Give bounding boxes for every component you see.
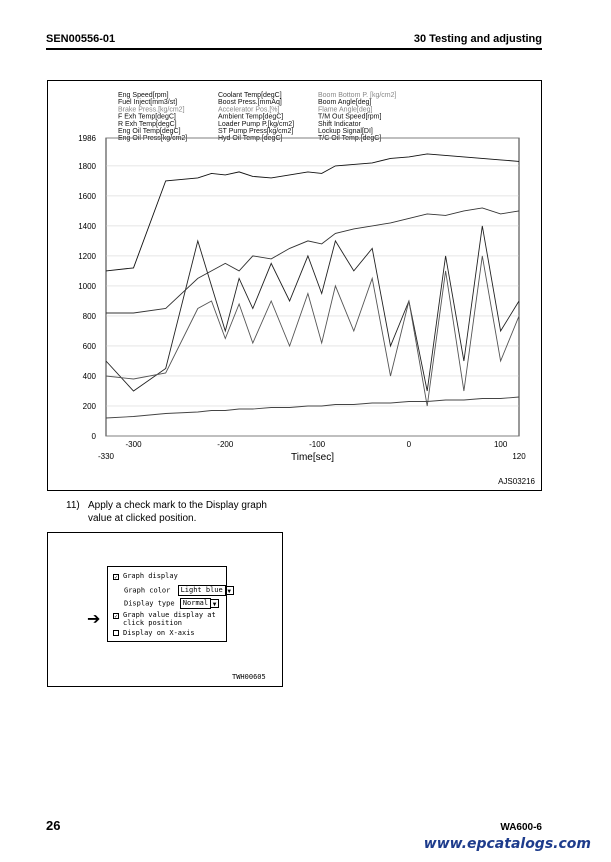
y-tick-label: 1986 [78,134,96,143]
x-tick-label: -300 [125,440,142,449]
y-tick-label: 200 [82,401,96,411]
value-display-label-line2: click position [123,619,183,627]
graph-display-dialog [107,566,232,642]
step-text-line2: value at clicked position. [88,513,197,524]
legend-entry: T/M Out Speed[rpm] [318,113,382,121]
value-display-checkbox[interactable]: ✓ [114,613,118,620]
x-tick-label: 0 [406,440,412,449]
document-code: SEN00556-01 [46,33,116,45]
right-arrow-icon: ➔ [87,611,101,628]
chevron-down-icon[interactable]: ▼ [211,599,219,608]
display-on-x-axis-option[interactable] [113,629,195,637]
y-tick-label: 1000 [78,281,96,291]
display-on-x-axis-label: Display on X-axis [123,629,195,637]
legend-entry: Shift Indicator [318,120,361,128]
legend-entry: Accelerator Pos.[%] [218,106,280,114]
y-tick-label: 0 [91,432,96,441]
watermark: www.epcatalogs.com [423,836,591,852]
y-tick-label: 1400 [78,221,96,231]
value-display-label-line1: Graph value display at [123,611,216,619]
y-tick-label: 400 [82,371,96,381]
legend-entry: T/C Oil Temp.[degC] [318,135,382,143]
graph-display-label: Graph display [123,572,178,580]
graph-display-option[interactable] [113,572,178,580]
display-type-row [124,598,219,609]
legend-entry: Brake Press.[kg/cm2] [118,106,185,114]
legend-entry: Eng Speed[rpm] [118,92,169,99]
legend-entry: Boom Bottom P. [kg/cm2] [318,92,397,99]
legend-entry: Ambient Temp[degC] [218,113,284,121]
section-title: 30 Testing and adjusting [413,33,542,45]
y-tick-label: 600 [82,341,96,351]
display-type-select[interactable]: Normal [180,598,211,609]
chart-grid [106,138,519,436]
plot-area-border [106,138,519,436]
legend-entry: Fuel Inject[mm3/st] [118,99,178,107]
dialog-figure-code: TWH00605 [232,673,266,681]
legend-entry: Boost Press.[mmAq] [218,99,282,107]
legend-entry: Lockup Signal[DI] [318,128,373,135]
graph-figure [47,80,542,491]
x-tick-label: 100 [493,440,508,449]
display-type-label: Display type [124,599,175,608]
x-range-start-label: -330 [97,452,115,461]
graph-color-label: Graph color [124,586,171,595]
legend-entry: Hyd Oil Temp.[degC] [218,135,283,143]
x-range-end-label: 120 [512,452,526,461]
value-display-option[interactable] [113,611,216,619]
x-tick-label: -200 [217,440,234,449]
model-name: WA600-6 [500,822,542,833]
y-tick-label: 1200 [78,251,96,261]
y-tick-label: 800 [82,311,96,321]
chevron-down-icon[interactable]: ▼ [226,586,234,595]
graph-color-select[interactable]: Light blue [178,585,226,596]
step-text-line1: Apply a check mark to the Display graph [88,500,267,511]
page-number: 26 [46,818,61,833]
chart-axes [78,134,535,486]
series-line [106,397,519,418]
legend-entry: Eng Oil Press[kg/cm2] [118,135,188,143]
legend-entry: Coolant Temp[degC] [218,92,282,99]
instruction-step [66,499,296,525]
step-number: 11) [66,500,80,511]
graph-display-checkbox[interactable]: ✓ [114,574,118,581]
y-tick-label: 1800 [78,161,96,171]
legend [118,92,397,142]
series-line [106,256,519,406]
legend-entry: Boom Angle[deg] [318,99,372,107]
legend-entry: Eng Oil Temp[degC] [118,128,181,135]
y-tick-label: 1600 [78,191,96,201]
graph-color-row [124,585,234,596]
legend-entry: Loader Pump P.[kg/cm2] [218,120,295,128]
legend-entry: Flame Angle[deg] [318,106,373,114]
time-series-chart [48,81,541,490]
series-line [106,208,519,313]
figure-code: AJS03216 [498,477,535,486]
x-axis-label: Time[sec] [291,452,334,463]
header-divider [46,48,542,50]
x-tick-label: -100 [309,440,326,449]
legend-entry: R Exh Temp[degC] [118,120,177,128]
legend-entry: ST Pump Press[kg/cm2] [218,128,294,135]
display-on-x-axis-checkbox[interactable] [113,630,119,636]
legend-entry: F Exh Temp[degC] [118,113,176,121]
